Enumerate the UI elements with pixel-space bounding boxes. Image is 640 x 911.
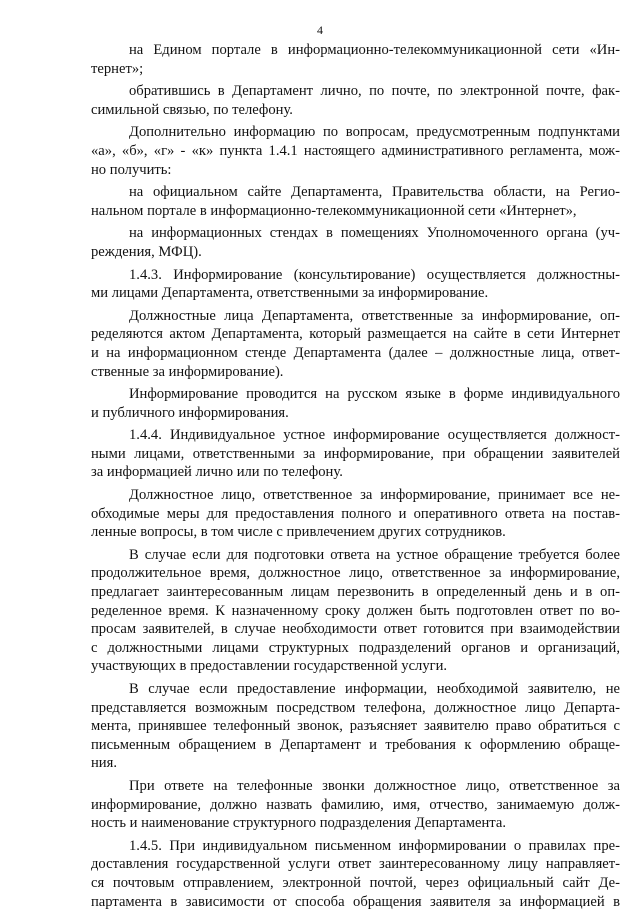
text-line: В случае если для подготовки ответа на устное обращение требуется более [129,546,620,563]
paragraph [91,837,620,911]
text-line: «а», «б», «г» - «к» пункта 1.4.1 настоящего административного регламента, мож- [91,142,620,159]
paragraph [91,82,620,119]
text-line: ленные вопросы, в том числе с привлечением других сотрудников. [91,524,506,541]
text-line: реждения, МФЦ). [91,243,202,260]
paragraph [91,426,620,482]
body-text [91,41,620,911]
text-line: 1.4.4. Индивидуальное устное информирование осуществляется должност- [129,427,620,444]
paragraph [91,307,620,381]
text-line: на информационных стендах в помещениях Уполномоченного органа (уч- [129,225,620,242]
paragraph [91,183,620,220]
paragraph [91,224,620,261]
text-line: просам заявителей, в случае необходимости ответ готовится при взаимодействии [91,621,620,638]
text-line: ределяются актом Департамента, который размещается на сайте в сети Интернет [91,326,620,343]
text-line: 1.4.3. Информирование (консультирование) осуществляется должностны- [129,266,620,283]
text-line: партамента в зависимости от способа обращения заявителя за информацией в [91,893,620,910]
text-line: обходимые меры для предоставления полного и оперативного ответа на постав- [91,505,620,522]
text-line: на Едином портале в информационно-телекоммуникационной сети «Ин- [129,42,620,58]
paragraph [91,123,620,179]
paragraph [91,266,620,303]
text-line: Дополнительно информацию по вопросам, предусмотренным подпунктами [129,124,620,141]
text-line: Должностное лицо, ответственное за информирование, принимает все не- [129,487,620,504]
text-line: участвующих в предоставлении государственной услуги. [91,658,448,675]
text-line: ственные за информирование). [91,363,284,380]
text-line: письменным обращением в Департамент и требования к оформлению обраще- [91,736,620,753]
text-line: представляется возможным посредством телефона, должностное лицо Департа- [91,699,620,716]
page-number: 4 [317,23,323,37]
text-line: Информирование проводится на русском языке в форме индивидуального [129,386,620,403]
text-line: и публичного информирования. [91,404,289,421]
text-line: симильной связью, по телефону. [91,101,293,118]
paragraph [91,385,620,422]
paragraph [91,777,620,833]
paragraph [91,41,620,78]
text-line: с должностными лицами структурных подразделений органов и организаций, [91,639,620,656]
text-line: на официальном сайте Департамента, Правительства области, на Регио- [129,184,620,201]
text-line: ределенное время. К назначенному сроку должен быть подготовлен ответ по во- [91,602,620,619]
text-line: за информацией лично или по телефону. [91,464,343,481]
paragraph [91,486,620,542]
text-line: ными лицами, ответственными за информирование, при обращении заявителей [91,445,620,462]
text-line: тернет»; [91,60,144,77]
text-line: ся почтовым отправлением, электронной почтой, через официальный сайт Де- [91,874,620,891]
text-line: 1.4.5. При индивидуальном письменном информировании о правилах пре- [129,837,620,854]
text-line: доставления государственной услуги ответ заинтересованному лицу направляет- [91,856,620,873]
text-line: Должностные лица Департамента, ответственные за информирование, оп- [129,307,620,324]
text-line: информирование, должно назвать фамилию, имя, отчество, занимаемую долж- [91,796,620,813]
text-line: При ответе на телефонные звонки должностное лицо, ответственное за [129,777,620,794]
paragraph [91,680,620,773]
text-line: ния. [91,755,117,772]
text-line: и на информационном стенде Департамента (далее – должностные лица, ответ- [91,344,620,361]
text-line: ми лицами Департамента, ответственными за информирование. [91,285,489,302]
text-line: В случае если предоставление информации, необходимой заявителю, не [129,681,620,697]
text-line: но получить: [91,161,172,178]
text-line: продолжительное время, должностное лицо, ответственное за информирование, [91,565,620,582]
text-line: ность и наименование структурного подразделения Департамента. [91,815,506,832]
text-line: мента, принявшее телефонный звонок, разъясняет заявителю право обратиться с [91,718,620,735]
text-line: предлагает заинтересованным лицам перезвонить в определенный день и в оп- [91,584,620,601]
text-line: обратившись в Департамент лично, по почте, по электронной почте, фак- [129,83,620,100]
text-line: нальном портале в информационно-телекоммуникационной сети «Интернет», [91,202,577,219]
paragraph [91,546,620,676]
